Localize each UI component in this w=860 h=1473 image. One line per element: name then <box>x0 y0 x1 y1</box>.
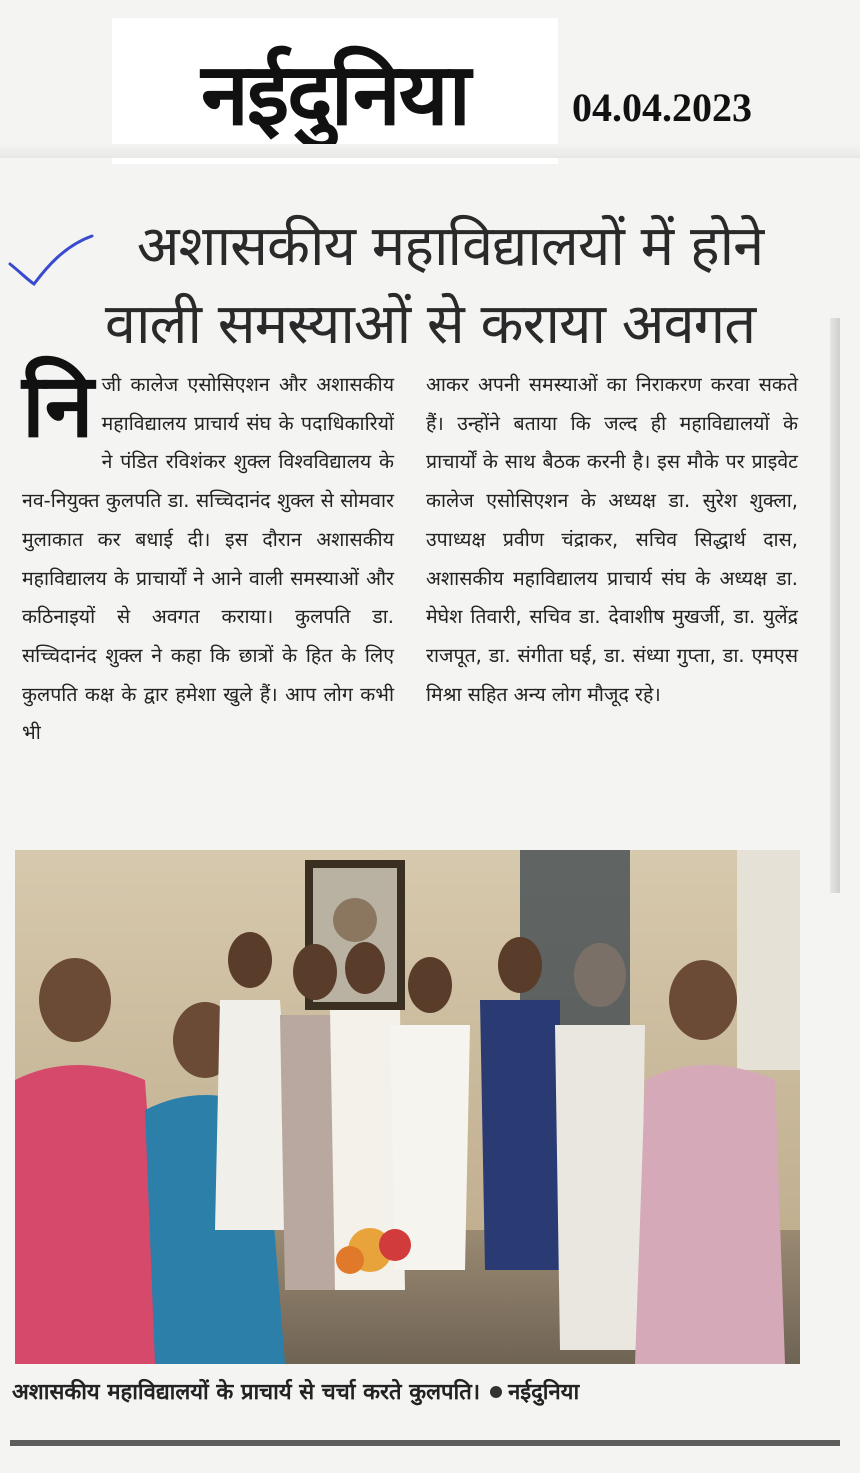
news-photo <box>15 850 800 1364</box>
photo-caption <box>12 1376 842 1406</box>
page-edge-shadow <box>830 318 840 893</box>
headline-line-2: वाली समस्याओं से कराया अवगत <box>104 292 756 357</box>
caption-credit: नईदुनिया <box>508 1380 580 1405</box>
newspaper-masthead <box>112 18 558 164</box>
article-text-right: आकर अपनी समस्याओं का निराकरण करवा सकते हैं। उन्होंने बताया कि जल्द ही महाविद्यालयों के प्राचार्यों के साथ बैठक करनी है। इस मौके पर प्राइवेट कालेज एसोसिएशन के अध्यक्ष डा. सुरेश शुक्ला, उपाध्यक्ष प्रवीण चंद्राकर, सचिव सिद्धार्थ दास, अशासकीय महाविद्यालय प्राचार्य संघ के अध्यक्ष डा. मेघेश तिवारी, सचिव डा. देवाशीष मुखर्जी, डा. युलेंद्र राजपूत, डा. संगीता घई, डा. संध्या गुप्ता, डा. एमएस मिश्रा सहित अन्य लोग मौजूद रहे। <box>426 373 798 706</box>
group-photo-illustration <box>15 850 800 1364</box>
article-column-left <box>22 354 394 753</box>
article-column-right <box>426 366 798 714</box>
drop-cap: नि <box>22 354 94 457</box>
bullet-icon <box>490 1386 502 1398</box>
bottom-divider <box>10 1440 840 1446</box>
newspaper-name: नईदुनिया <box>201 44 469 145</box>
publication-date: 04.04.2023 <box>572 85 752 130</box>
clipping-edge-strip <box>0 144 860 158</box>
article-text-left: जी कालेज एसोसिएशन और अशासकीय महाविद्यालय प्राचार्य संघ के पदाधिकारियों ने पंडित रविशंकर शुक्ल विश्वविद्यालय के नव-नियुक्त कुलपति डा. सच्चिदानंद शुक्ल से सोमवार मुलाकात कर बधाई दी। इस दौरान अशासकीय महाविद्यालय के प्राचार्यों ने आने वाली समस्याओं और कठिनाइयों से अवगत कराया। कुलपति डा. सच्चिदानंद शुक्ल ने कहा कि छात्रों के हित के लिए कुलपति कक्ष के द्वार हमेशा खुले हैं। आप लोग कभी भी <box>22 373 394 745</box>
caption-text: अशासकीय महाविद्यालयों के प्राचार्य से चर्चा करते कुलपति। <box>12 1380 481 1405</box>
headline-line-1: अशासकीय महाविद्यालयों में होने <box>136 214 764 279</box>
